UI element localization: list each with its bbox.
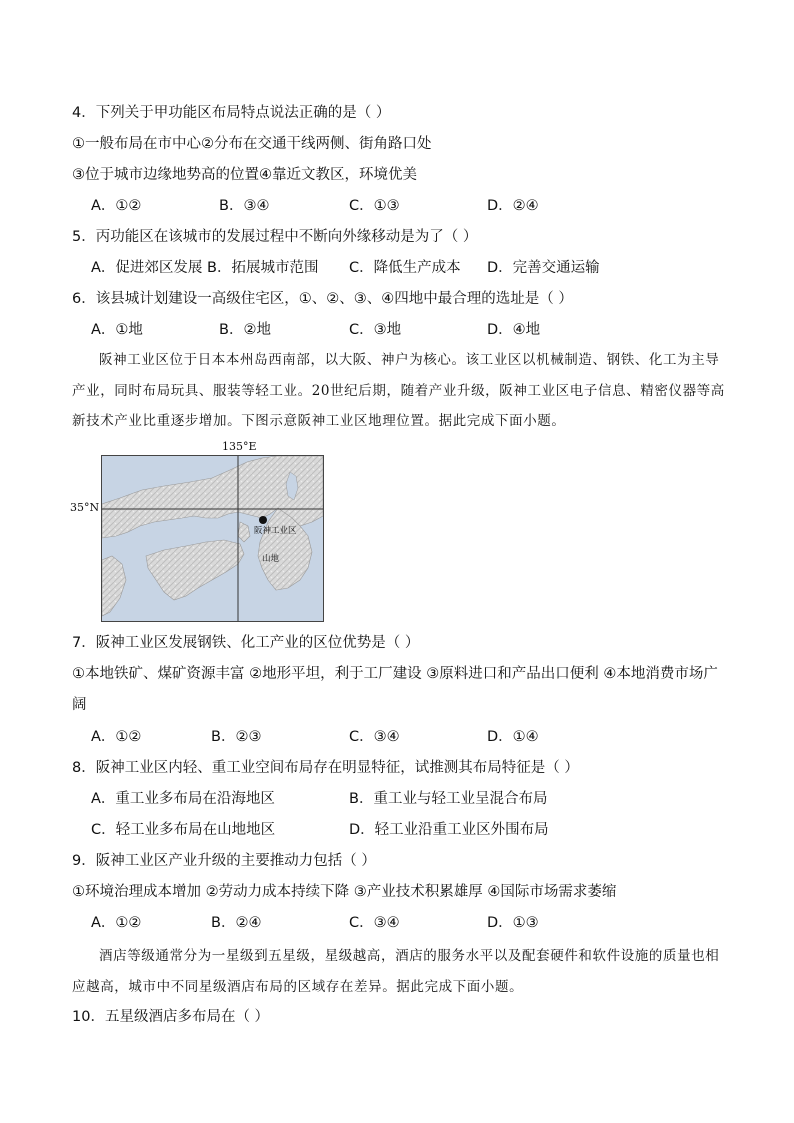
- q7-option-d[interactable]: D．①④: [487, 729, 539, 745]
- q6-option-b[interactable]: B．②地: [219, 322, 271, 338]
- q7-option-c[interactable]: C．③④: [349, 729, 400, 745]
- q5-options: [91, 258, 711, 278]
- q4-option-d[interactable]: D．②④: [487, 198, 539, 214]
- q6-stem: 6．该县城计划建设一高级住宅区，①、②、③、④四地中最合理的选址是（ ）: [72, 291, 573, 307]
- q4-option-a[interactable]: A．①②: [91, 198, 142, 214]
- q9-option-b[interactable]: B．②④: [211, 915, 262, 931]
- q8-stem: 8．阪神工业区内轻、重工业空间布局存在明显特征，试推测其布局特征是（ ）: [72, 760, 579, 776]
- q7-statements-line2: 阔: [72, 697, 87, 713]
- relief-map: [101, 455, 324, 622]
- q7-options: [91, 727, 691, 747]
- q8-option-d[interactable]: D．轻工业沿重工业区外围布局: [349, 822, 549, 838]
- q8-options-row1: [91, 789, 711, 809]
- q9-option-d[interactable]: D．①③: [487, 915, 539, 931]
- q4-option-c[interactable]: C．①③: [349, 198, 400, 214]
- q7-statements-line1: ①本地铁矿、煤矿资源丰富 ②地形平坦，利于工厂建设 ③原料进口和产品出口便利 ④本地消费市场广: [72, 666, 718, 682]
- q10-stem: 10．五星级酒店多布局在（ ）: [72, 1009, 270, 1025]
- q8-option-c[interactable]: C．轻工业多布局在山地地区: [91, 822, 276, 838]
- q8-options-row2: [91, 820, 711, 840]
- q9-stem: 9．阪神工业区产业升级的主要推动力包括（ ）: [72, 853, 376, 869]
- passage-hotels: 酒店等级通常分为一星级到五星级，星级越高，酒店的服务水平以及配套硬件和软件设施的质量也相应越高，城市中不同星级酒店布局的区域存在差异。据此完成下面小题。: [72, 948, 720, 995]
- q8-option-b[interactable]: B．重工业与轻工业呈混合布局: [349, 791, 548, 807]
- q5-option-c[interactable]: C．降低生产成本: [349, 260, 461, 276]
- q5-option-d[interactable]: D．完善交通运输: [487, 260, 600, 276]
- longitude-label: 135°E: [222, 440, 257, 453]
- q4-stem: 4．下列关于甲功能区布局特点说法正确的是（ ）: [72, 105, 391, 121]
- hanshin-point-marker: [259, 516, 267, 524]
- q9-statements-line1: ①环境治理成本增加 ②劳动力成本持续下降 ③产业技术积累雄厚 ④国际市场需求萎缩: [72, 884, 617, 900]
- q7-option-b[interactable]: B．②③: [211, 729, 262, 745]
- q6-option-d[interactable]: D．④地: [487, 322, 541, 338]
- hanshin-map-figure: [0, 440, 340, 625]
- q4-statements-line2: ③位于城市边缘地势高的位置④靠近文教区，环境优美: [72, 167, 417, 183]
- q5-stem: 5．丙功能区在该城市的发展过程中不断向外缘移动是为了（ ）: [72, 229, 478, 245]
- q4-option-b[interactable]: B．③④: [219, 198, 270, 214]
- q7-option-a[interactable]: A．①②: [91, 729, 142, 745]
- passage-hanshin: 阪神工业区位于日本本州岛西南部，以大阪、神户为核心。该工业区以机械制造、钢铁、化工为主导产业，同时布局玩具、服装等轻工业。20世纪后期，随着产业升级，阪神工业区电子信息、精密仪器等高新技术产业比重逐步增加。下图示意阪神工业区地理位置。据此完成下面小题。: [72, 352, 725, 429]
- q8-option-a[interactable]: A．重工业多布局在沿海地区: [91, 791, 275, 807]
- q4-statements-line1: ①一般布局在市中心②分布在交通干线两侧、街角路口处: [72, 136, 432, 152]
- map-graphic: [102, 456, 323, 621]
- label-mountain: 山地: [262, 554, 280, 564]
- q7-stem: 7．阪神工业区发展钢铁、化工产业的区位优势是（ ）: [72, 635, 420, 651]
- label-hanshin-industrial-zone: 阪神工业区: [254, 526, 297, 536]
- q4-options: [91, 196, 691, 216]
- q9-option-c[interactable]: C．③④: [349, 915, 400, 931]
- q9-options: [91, 913, 691, 933]
- latitude-label: 35°N: [70, 501, 100, 514]
- q6-option-c[interactable]: C．③地: [349, 322, 402, 338]
- q6-options: [91, 320, 691, 340]
- q9-option-a[interactable]: A．①②: [91, 915, 142, 931]
- q5-option-b[interactable]: B．拓展城市范围: [207, 260, 319, 276]
- q5-option-a[interactable]: A．促进郊区发展: [91, 260, 203, 276]
- q6-option-a[interactable]: A．①地: [91, 322, 143, 338]
